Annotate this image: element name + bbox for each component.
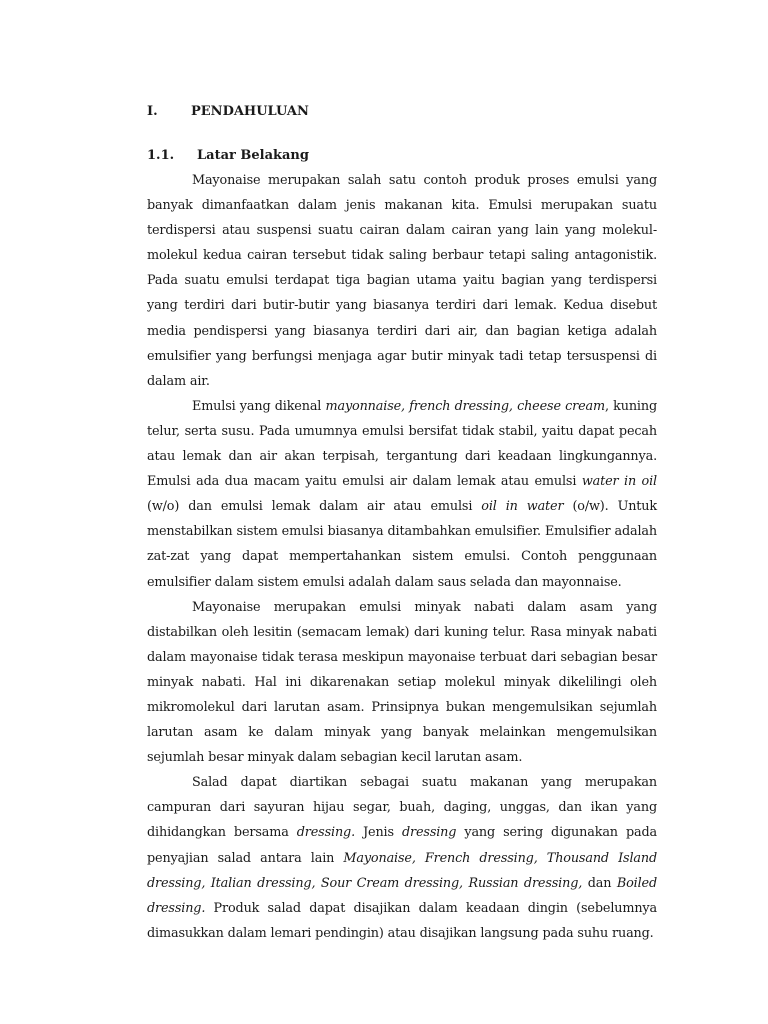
paragraph-4-text-3: yang sering digunakan pada penyajian salad antara lain <box>147 825 657 866</box>
paragraph-2 <box>147 394 657 595</box>
section-heading <box>147 143 657 168</box>
paragraph-2-text-3: (w/o) dan emulsi lemak dalam air atau emulsi <box>147 499 482 515</box>
paragraph-2-text-2: , kuning telur, serta susu. Pada umumnya emulsi bersifat tidak stabil, yaitu dapat pecah atau lemak dan air akan terpisah, tergantung dari keadaan lingkungannya. Emulsi ada dua macam yaitu emulsi air dalam lemak atau emulsi <box>147 398 657 490</box>
section-number: 1.1. <box>147 148 175 163</box>
paragraph-4-text-2: Jenis <box>355 825 402 841</box>
paragraph-4-italic-1: dressing. <box>296 825 356 841</box>
section-title: Latar Belakang <box>197 148 309 163</box>
paragraph-2-italic-2: water in oil <box>581 474 657 490</box>
paragraph-4-italic-2: dressing <box>401 825 457 841</box>
paragraph-4-italic-4: Boiled dressing. <box>147 875 657 916</box>
chapter-number: I. <box>147 104 158 119</box>
paragraph-2-italic-1: mayonnaise, french dressing, cheese cream <box>325 398 605 414</box>
paragraph-4-italic-3: Mayonaise, French dressing, Thousand Island dressing, Italian dressing, Sour Cream dressing, Russian dressing, <box>147 850 657 891</box>
paragraph-1: Mayonaise merupakan salah satu contoh produk proses emulsi yang banyak dimanfaatkan dalam jenis makanan kita. Emulsi merupakan suatu terdispersi atau suspensi suatu cairan dalam cairan yang lain yang molekul-molekul kedua cairan tersebut tidak saling berbaur tetapi saling antagonistik. Pada suatu emulsi terdapat tiga bagian utama yaitu bagian yang terdispersi yang terdiri dari butir-butir yang biasanya terdiri dari lemak. Kedua disebut media pendispersi yang biasanya terdiri dari air, dan bagian ketiga adalah emulsifier yang berfungsi menjaga agar butir minyak tadi tetap tersuspensi di dalam air. <box>147 173 657 389</box>
paragraph-2-italic-3: oil in water <box>481 499 564 515</box>
paragraph-2-text-4: (o/w). Untuk menstabilkan sistem emulsi biasanya ditambahkan emulsifier. Emulsifier adalah zat-zat yang dapat mempertahankan sistem emulsi. Contoh penggunaan emulsifier dalam sistem emulsi adalah dalam saus selada dan mayonnaise. <box>147 499 657 590</box>
paragraph-2-text-1: Emulsi yang dikenal <box>192 398 326 414</box>
paragraph-3: Mayonaise merupakan emulsi minyak nabati dalam asam yang distabilkan oleh lesitin (semacam lemak) dari kuning telur. Rasa minyak nabati dalam mayonaise tidak terasa meskipun mayonaise terbuat dari sebagian besar minyak nabati. Hal ini dikarenakan setiap molekul minyak dikelilingi oleh mikromolekul dari larutan asam. Prinsipnya bukan mengemulsikan sejumlah larutan asam ke dalam minyak yang banyak melainkan mengemulsikan sejumlah besar minyak dalam sebagian kecil larutan asam. <box>147 599 657 766</box>
page-content <box>147 99 657 946</box>
chapter-title: PENDAHULUAN <box>191 104 309 119</box>
paragraph-4-text-4: dan <box>582 875 617 891</box>
paragraph-4-text-5: Produk salad dapat disajikan dalam keadaan dingin (sebelumnya dimasukkan dalam lemari pendingin) atau disajikan langsung pada suhu ruang. <box>147 900 657 941</box>
paragraph-4-text-1: Salad dapat diartikan sebagai suatu makanan yang merupakan campuran dari sayuran hijau segar, buah, daging, unggas, dan ikan yang dihidangkan bersama <box>147 775 657 841</box>
paragraph-4 <box>147 770 657 946</box>
chapter-heading <box>147 99 657 124</box>
